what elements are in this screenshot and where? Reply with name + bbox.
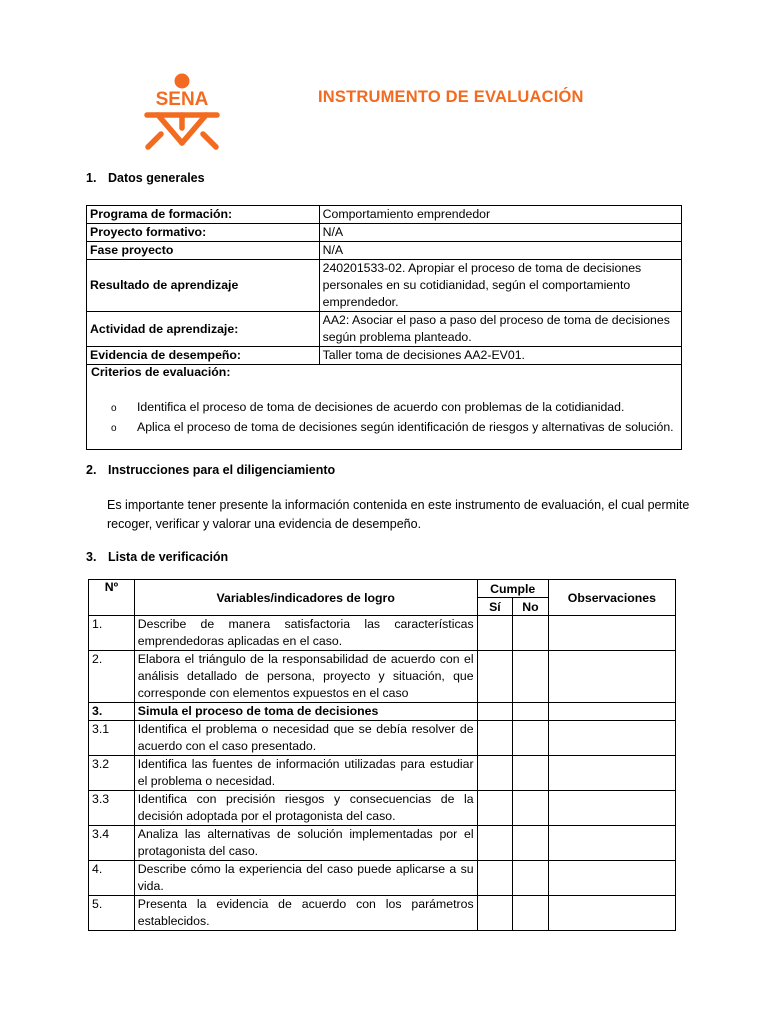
- si-cell[interactable]: [477, 756, 513, 791]
- table-row: [89, 756, 676, 791]
- checklist-table: [88, 579, 676, 931]
- list-item: o Identifica el proceso de toma de decisiones de acuerdo con problemas de la cotidianidad.: [111, 398, 674, 418]
- table-row: [89, 616, 676, 651]
- row-label: Evidencia de desempeño:: [87, 347, 320, 365]
- row-value: Comportamiento emprendedor: [319, 206, 681, 224]
- no-cell[interactable]: [513, 896, 549, 931]
- document-title: INSTRUMENTO DE EVALUACIÓN: [318, 88, 584, 106]
- criteria-cell: [87, 365, 682, 450]
- table-row: [89, 861, 676, 896]
- bullet-icon: o: [111, 403, 117, 414]
- col-number-header: Nº: [89, 580, 135, 616]
- svg-text:SENA: SENA: [155, 89, 209, 110]
- si-cell[interactable]: [477, 616, 513, 651]
- row-number: 2.: [89, 651, 135, 703]
- no-cell[interactable]: [513, 651, 549, 703]
- table-row: [87, 312, 682, 347]
- instructions-paragraph: Es importante tener presente la información contenida en este instrumento de evaluación, el cual permite recoger, verificar y valorar una evidencia de desempeño.: [107, 498, 690, 531]
- table-row: [89, 721, 676, 756]
- observations-cell[interactable]: [548, 651, 675, 703]
- row-number: 3.: [89, 703, 135, 721]
- list-item: o Aplica el proceso de toma de decisiones según identificación de riesgos y alternativas de solución.: [111, 418, 674, 438]
- row-indicator: Describe cómo la experiencia del caso puede aplicarse a su vida.: [134, 861, 477, 896]
- row-number: 3.3: [89, 791, 135, 826]
- row-value: 240201533-02. Apropiar el proceso de toma de decisiones personales en su cotidianidad, según el comportamiento emprendedor.: [319, 260, 681, 312]
- observations-cell[interactable]: [548, 756, 675, 791]
- si-cell[interactable]: [477, 721, 513, 756]
- table-row: [89, 896, 676, 931]
- row-indicator: Identifica con precisión riesgos y consecuencias de la decisión adoptada por el protagonista del caso.: [134, 791, 477, 826]
- row-label: Proyecto formativo:: [87, 224, 320, 242]
- table-row: [87, 242, 682, 260]
- row-indicator: Simula el proceso de toma de decisiones: [134, 703, 477, 721]
- no-cell[interactable]: [513, 826, 549, 861]
- no-cell[interactable]: [513, 756, 549, 791]
- row-indicator: Describe de manera satisfactoria las características emprendedoras aplicadas en el caso.: [134, 616, 477, 651]
- row-indicator: Presenta la evidencia de acuerdo con los parámetros establecidos.: [134, 896, 477, 931]
- row-number: 5.: [89, 896, 135, 931]
- col-no-header: No: [513, 598, 549, 616]
- no-cell[interactable]: [513, 721, 549, 756]
- si-cell[interactable]: [477, 826, 513, 861]
- row-number: 3.4: [89, 826, 135, 861]
- si-cell[interactable]: [477, 896, 513, 931]
- row-number: 3.2: [89, 756, 135, 791]
- observations-cell[interactable]: [548, 703, 675, 721]
- row-number: 1.: [89, 616, 135, 651]
- si-cell[interactable]: [477, 861, 513, 896]
- observations-cell[interactable]: [548, 721, 675, 756]
- row-indicator: Identifica las fuentes de información utilizadas para estudiar el problema o necesidad.: [134, 756, 477, 791]
- criteria-row: [87, 365, 682, 450]
- observations-cell[interactable]: [548, 826, 675, 861]
- sena-logo: [143, 72, 221, 150]
- col-cumple-header: Cumple: [477, 580, 548, 598]
- no-cell[interactable]: [513, 791, 549, 826]
- si-cell[interactable]: [477, 791, 513, 826]
- table-row: [89, 651, 676, 703]
- header-row: [89, 580, 676, 598]
- section-3-heading: 3. Lista de verificación: [86, 550, 229, 564]
- criteria-title: Criterios de evaluación:: [91, 365, 231, 379]
- row-value: Taller toma de decisiones AA2-EV01.: [319, 347, 681, 365]
- si-cell[interactable]: [477, 651, 513, 703]
- table-row: [87, 206, 682, 224]
- row-value: AA2: Asociar el paso a paso del proceso de toma de decisiones según problema planteado.: [319, 312, 681, 347]
- observations-cell[interactable]: [548, 896, 675, 931]
- row-label: Resultado de aprendizaje: [87, 260, 320, 312]
- row-number: 4.: [89, 861, 135, 896]
- no-cell[interactable]: [513, 861, 549, 896]
- si-cell[interactable]: [477, 703, 513, 721]
- observations-cell[interactable]: [548, 616, 675, 651]
- col-observations-header: Observaciones: [548, 580, 675, 616]
- bullet-icon: o: [111, 423, 117, 434]
- section-1-heading: 1. Datos generales: [86, 171, 205, 185]
- row-value: N/A: [319, 242, 681, 260]
- row-indicator: Analiza las alternativas de solución implementadas por el protagonista del caso.: [134, 826, 477, 861]
- row-label: Fase proyecto: [87, 242, 320, 260]
- table-row: [87, 347, 682, 365]
- row-label: Actividad de aprendizaje:: [87, 312, 320, 347]
- observations-cell[interactable]: [548, 791, 675, 826]
- row-label: Programa de formación:: [87, 206, 320, 224]
- row-number: 3.1: [89, 721, 135, 756]
- table-row: [87, 260, 682, 312]
- section-2-heading: 2. Instrucciones para el diligenciamiento: [86, 463, 336, 477]
- row-indicator: Identifica el problema o necesidad que se debía resolver de acuerdo con el caso presentado.: [134, 721, 477, 756]
- no-cell[interactable]: [513, 703, 549, 721]
- table-row: [89, 703, 676, 721]
- row-value: N/A: [319, 224, 681, 242]
- row-indicator: Elabora el triángulo de la responsabilidad de acuerdo con el análisis detallado de persona, proyecto y situación, que corresponde con elementos expuestos en el caso: [134, 651, 477, 703]
- col-indicator-header: Variables/indicadores de logro: [134, 580, 477, 616]
- table-row: [87, 224, 682, 242]
- col-si-header: Sí: [477, 598, 513, 616]
- general-data-table: [86, 205, 682, 450]
- no-cell[interactable]: [513, 616, 549, 651]
- criteria-list: [111, 398, 674, 438]
- table-row: [89, 791, 676, 826]
- observations-cell[interactable]: [548, 861, 675, 896]
- table-row: [89, 826, 676, 861]
